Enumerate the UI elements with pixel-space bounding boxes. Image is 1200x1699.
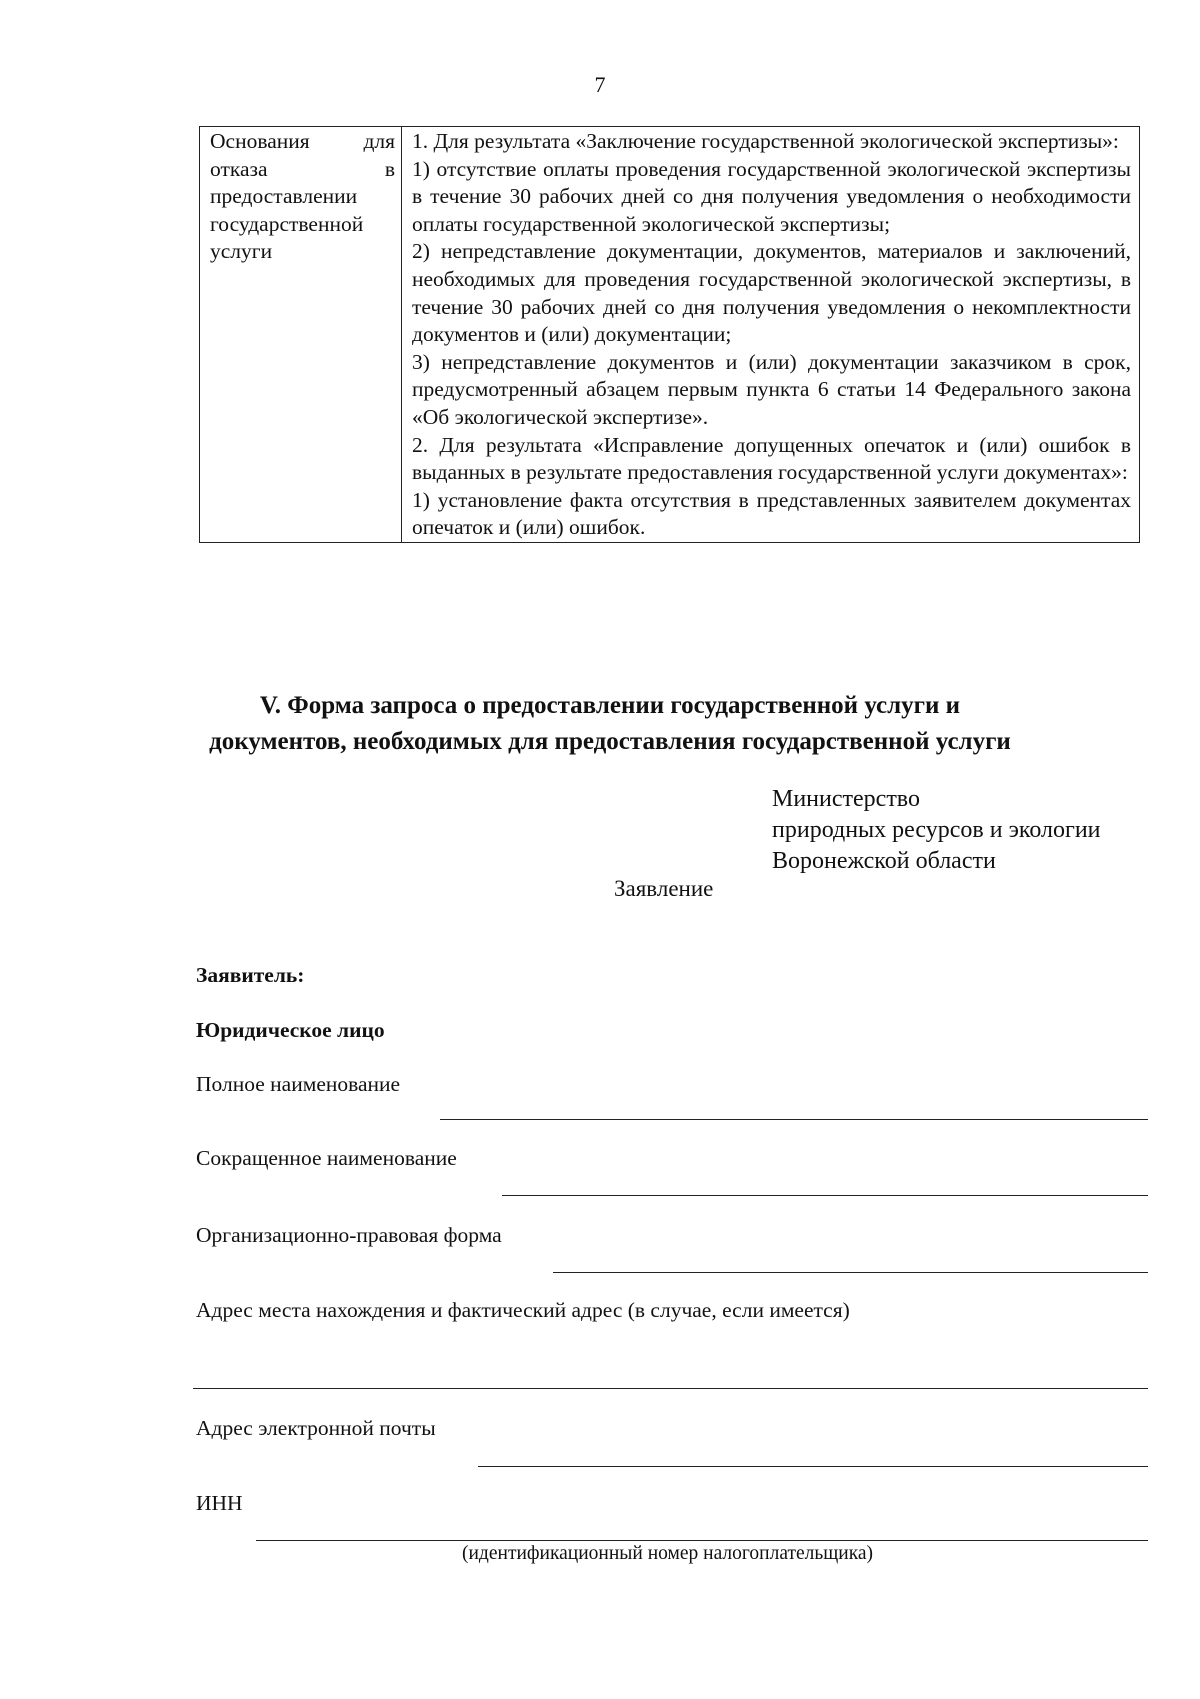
grounds-paragraph: 1) отсутствие оплаты проведения государственной экологической экспертизы в течение 30 рабочих дней со дня получения уведомления о необходимости оплаты государственной экологической экспертизы; [412,156,1131,236]
section-title-line: документов, необходимых для предоставления государственной услуги [209,728,1011,755]
email-field[interactable] [478,1466,1148,1467]
grounds-label-line: предоставлении [210,184,358,209]
grounds-label-line [210,128,395,156]
inn-hint: (идентификационный номер налогоплательщика) [462,1543,874,1564]
address-field[interactable] [193,1388,1148,1389]
application-title: Заявление [614,876,714,901]
grounds-label-line: государственной [210,211,364,236]
grounds-label-line [210,156,395,184]
short-name-field[interactable] [502,1195,1148,1196]
grounds-paragraph: 1) установление факта отсутствия в представленных заявителем документах опечаток и (или) ошибок. [412,487,1131,540]
full-name-field[interactable] [440,1119,1148,1120]
table-row [200,127,1140,543]
legal-form-label: Организационно-правовая форма [196,1223,502,1247]
legal-form-field[interactable] [553,1272,1148,1273]
inn-field[interactable] [256,1540,1148,1541]
addressee-block [772,784,1101,877]
grounds-label-word: отказа [210,156,268,181]
page-number: 7 [594,72,606,97]
short-name-label: Сокращенное наименование [196,1146,457,1170]
section-title-line: V. Форма запроса о предоставлении государственной услуги и [259,692,961,719]
grounds-paragraph: 1. Для результата «Заключение государственной экологической экспертизы»: [412,129,1119,153]
applicant-heading: Заявитель: [196,963,305,987]
grounds-paragraph: 3) непредставление документов и (или) документации заказчиком в срок, предусмотренный абзацем первым пункта 6 статьи 14 Федерального закона «Об экологической экспертизе». [412,349,1131,429]
legal-entity-heading: Юридическое лицо [196,1018,385,1042]
grounds-label-line: услуги [210,239,273,264]
email-label: Адрес электронной почты [196,1416,436,1440]
grounds-label-word: для [363,129,395,153]
addressee-line: Министерство [772,786,920,812]
refusal-grounds-table [199,126,1140,543]
address-label: Адрес места нахождения и фактический адрес (в случае, если имеется) [196,1298,850,1322]
grounds-label-cell [200,127,402,543]
section-title [170,688,1050,760]
inn-label: ИНН [196,1491,243,1515]
addressee-line: Воронежской области [772,848,996,874]
grounds-paragraph: 2. Для результата «Исправление допущенных опечаток и (или) ошибок в выданных в результате предоставления государственной услуги документах»: [412,432,1131,485]
grounds-paragraph: 2) непредставление документации, документов, материалов и заключений, необходимых для проведения государственной экологической экспертизы, в течение 30 рабочих дней со дня получения уведомления о некомплектности документов и (или) документации; [412,239,1131,347]
full-name-label: Полное наименование [196,1072,401,1096]
grounds-label-word: Основания [210,129,310,153]
grounds-label-word: в [384,156,395,181]
grounds-content-cell [402,127,1140,543]
addressee-line: природных ресурсов и экологии [772,817,1101,843]
